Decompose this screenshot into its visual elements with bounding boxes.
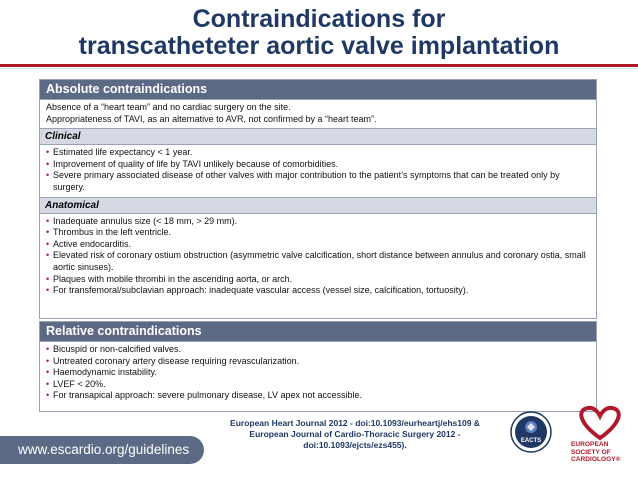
anatomical-list [40, 214, 596, 300]
list-item: • Estimated life expectancy < 1 year. [46, 147, 590, 159]
eacts-logo [510, 411, 552, 453]
absolute-header: Absolute contraindications [40, 80, 596, 100]
slide-title [0, 6, 638, 60]
clinical-subheader: Clinical [40, 128, 596, 145]
absolute-general [40, 100, 596, 128]
list-item: • Plaques with mobile thrombi in the ascending aorta, or arch. [46, 274, 590, 286]
reference-line: European Heart Journal 2012 - doi:10.1093/eurheartj/ehs109 & [230, 418, 480, 428]
esc-logo-text [571, 441, 621, 464]
guidelines-link[interactable]: www.escardio.org/guidelines [0, 436, 204, 464]
esc-line: CARDIOLOGY® [571, 456, 621, 463]
relative-contraindications-table [39, 321, 597, 412]
list-item: • Active endocarditis. [46, 239, 590, 251]
absolute-line: Absence of a “heart team” and no cardiac surgery on the site. [46, 102, 291, 112]
list-item: • Thrombus in the left ventricle. [46, 227, 590, 239]
list-item: • Untreated coronary artery disease requiring revascularization. [46, 356, 590, 368]
absolute-line: Appropriateness of TAVI, as an alternative to AVR, not confirmed by a “heart team”. [46, 113, 377, 124]
title-divider [0, 64, 638, 67]
list-item: • Severe primary associated disease of other valves with major contribution to the patient’s symptoms that can be treated only by surgery. [46, 170, 590, 193]
eacts-logo-text: EACTS [520, 438, 542, 444]
list-item: • Elevated risk of coronary ostium obstruction (asymmetric valve calcification, short distance between annulus and coronary ostia, small aortic sinuses). [46, 250, 590, 273]
list-item: • LVEF < 20%. [46, 379, 590, 391]
anatomical-subheader: Anatomical [40, 197, 596, 214]
list-item: • Haemodynamic instability. [46, 367, 590, 379]
clinical-list [40, 145, 596, 196]
title-divider-shadow [0, 68, 638, 69]
esc-line: SOCIETY OF [571, 448, 611, 456]
list-item: • Bicuspid or non-calcified valves. [46, 344, 590, 356]
relative-header: Relative contraindications [40, 322, 596, 342]
esc-line: EUROPEAN [571, 441, 609, 448]
list-item: • For transapical approach: severe pulmonary disease, LV apex not accessible. [46, 390, 590, 402]
absolute-contraindications-table [39, 79, 597, 319]
reference-line: doi:10.1093/ejcts/ezs455). [303, 440, 407, 450]
reference-line: European Journal of Cardio-Thoracic Surgery 2012 - [249, 429, 461, 439]
relative-list [40, 342, 596, 405]
title-line-2: transcatheteter aortic valve implantation [78, 32, 560, 60]
list-item: • Inadequate annulus size (< 18 mm, > 29 mm). [46, 216, 590, 228]
list-item: • Improvement of quality of life by TAVI unlikely because of comorbidities. [46, 159, 590, 171]
references [205, 418, 505, 451]
title-line-1: Contraindications for [192, 5, 446, 33]
list-item: • For transfemoral/subclavian approach: inadequate vascular access (vessel size, calcification, tortuosity). [46, 285, 590, 297]
